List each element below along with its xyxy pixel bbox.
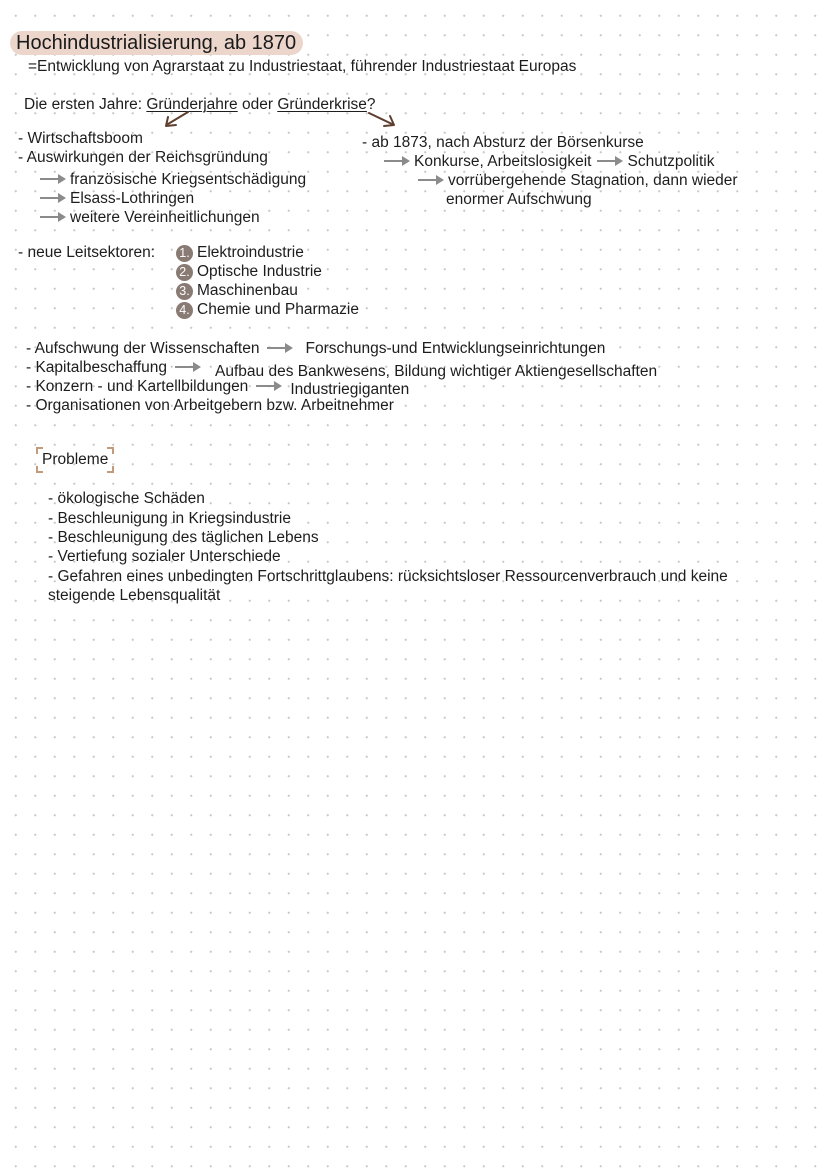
left-item-1: - Wirtschaftsboom	[18, 130, 143, 147]
problem-item-5-continued: steigende Lebensqualität	[48, 587, 221, 604]
right-item-1: - ab 1873, nach Absturz der Börsenkurse	[362, 134, 644, 151]
left-sub-item-1: französische Kriegsentschädigung	[38, 171, 306, 189]
problems-heading-box	[36, 447, 114, 473]
arrow-right-branch-icon	[369, 113, 394, 126]
arrow-right-icon	[40, 174, 66, 184]
question-connector: oder	[237, 96, 278, 113]
problem-item-4: - Vertiefung sozialer Unterschiede	[48, 548, 281, 565]
question-suffix: ?	[366, 96, 376, 113]
arrow-right-icon	[384, 156, 410, 166]
development-item-1: - Aufschwung der Wissenschaften Forschungs-und Entwicklungseinrichtungen	[26, 340, 606, 357]
arrow-right-icon	[267, 343, 293, 353]
leitsektor-item-4: 4. Chemie und Pharmazie	[176, 301, 359, 319]
leitsektor-item-2: 2. Optische Industrie	[176, 263, 322, 281]
left-sub-item-3: weitere Vereinheitlichungen	[38, 209, 260, 227]
problem-item-3: - Beschleunigung des täglichen Lebens	[48, 529, 319, 546]
arrow-right-icon	[256, 381, 282, 391]
number-badge: 3.	[176, 283, 193, 300]
arrow-right-icon	[40, 212, 66, 222]
development-item-4: - Organisationen von Arbeitgebern bzw. Arbeitnehmer	[26, 397, 394, 414]
number-badge: 1.	[176, 245, 193, 262]
left-item-2: - Auswirkungen der Reichsgründung	[18, 149, 268, 166]
problem-item-1: - ökologische Schäden	[48, 490, 205, 507]
page-title: Hochindustrialisierung, ab 1870	[10, 31, 303, 55]
arrow-right-icon	[597, 156, 623, 166]
number-badge: 4.	[176, 302, 193, 319]
option-gruenderkrise: Gründerkrise	[277, 96, 367, 113]
question-prefix: Die ersten Jahre:	[24, 96, 147, 113]
problems-heading: Probleme	[42, 451, 109, 468]
right-item-2: Konkurse, Arbeitslosigkeit Schutzpolitik	[382, 153, 715, 171]
leitsektor-item-1: 1. Elektroindustrie	[176, 244, 304, 262]
leitsektor-item-3: 3. Maschinenbau	[176, 282, 298, 300]
definition-text: =Entwicklung von Agrarstaat zu Industriestaat, führender Industriestaat Europas	[28, 58, 577, 75]
arrow-right-icon	[175, 362, 201, 372]
arrow-left-branch-icon	[166, 112, 188, 126]
development-item-3: - Konzern - und Kartellbildungen Industriegiganten	[26, 378, 410, 398]
problem-item-2: - Beschleunigung in Kriegsindustrie	[48, 510, 291, 527]
number-badge: 2.	[176, 264, 193, 281]
left-sub-item-2: Elsass-Lothringen	[38, 190, 194, 208]
option-gruenderjahre: Gründerjahre	[146, 96, 238, 113]
branch-arrows	[0, 0, 828, 140]
right-item-3: vorrübergehende Stagnation, dann wieder	[416, 172, 738, 190]
problem-item-5: - Gefahren eines unbedingten Fortschrittglaubens: rücksichtsloser Ressourcenverbrauch und keine	[48, 568, 728, 585]
development-item-2: - Kapitalbeschaffung Aufbau des Bankwesens, Bildung wichtiger Aktiengesellschaften	[26, 359, 658, 380]
arrow-right-icon	[40, 193, 66, 203]
arrow-right-icon	[418, 175, 444, 185]
right-item-4: enormer Aufschwung	[446, 191, 592, 208]
leitsektoren-label: - neue Leitsektoren:	[18, 244, 156, 261]
